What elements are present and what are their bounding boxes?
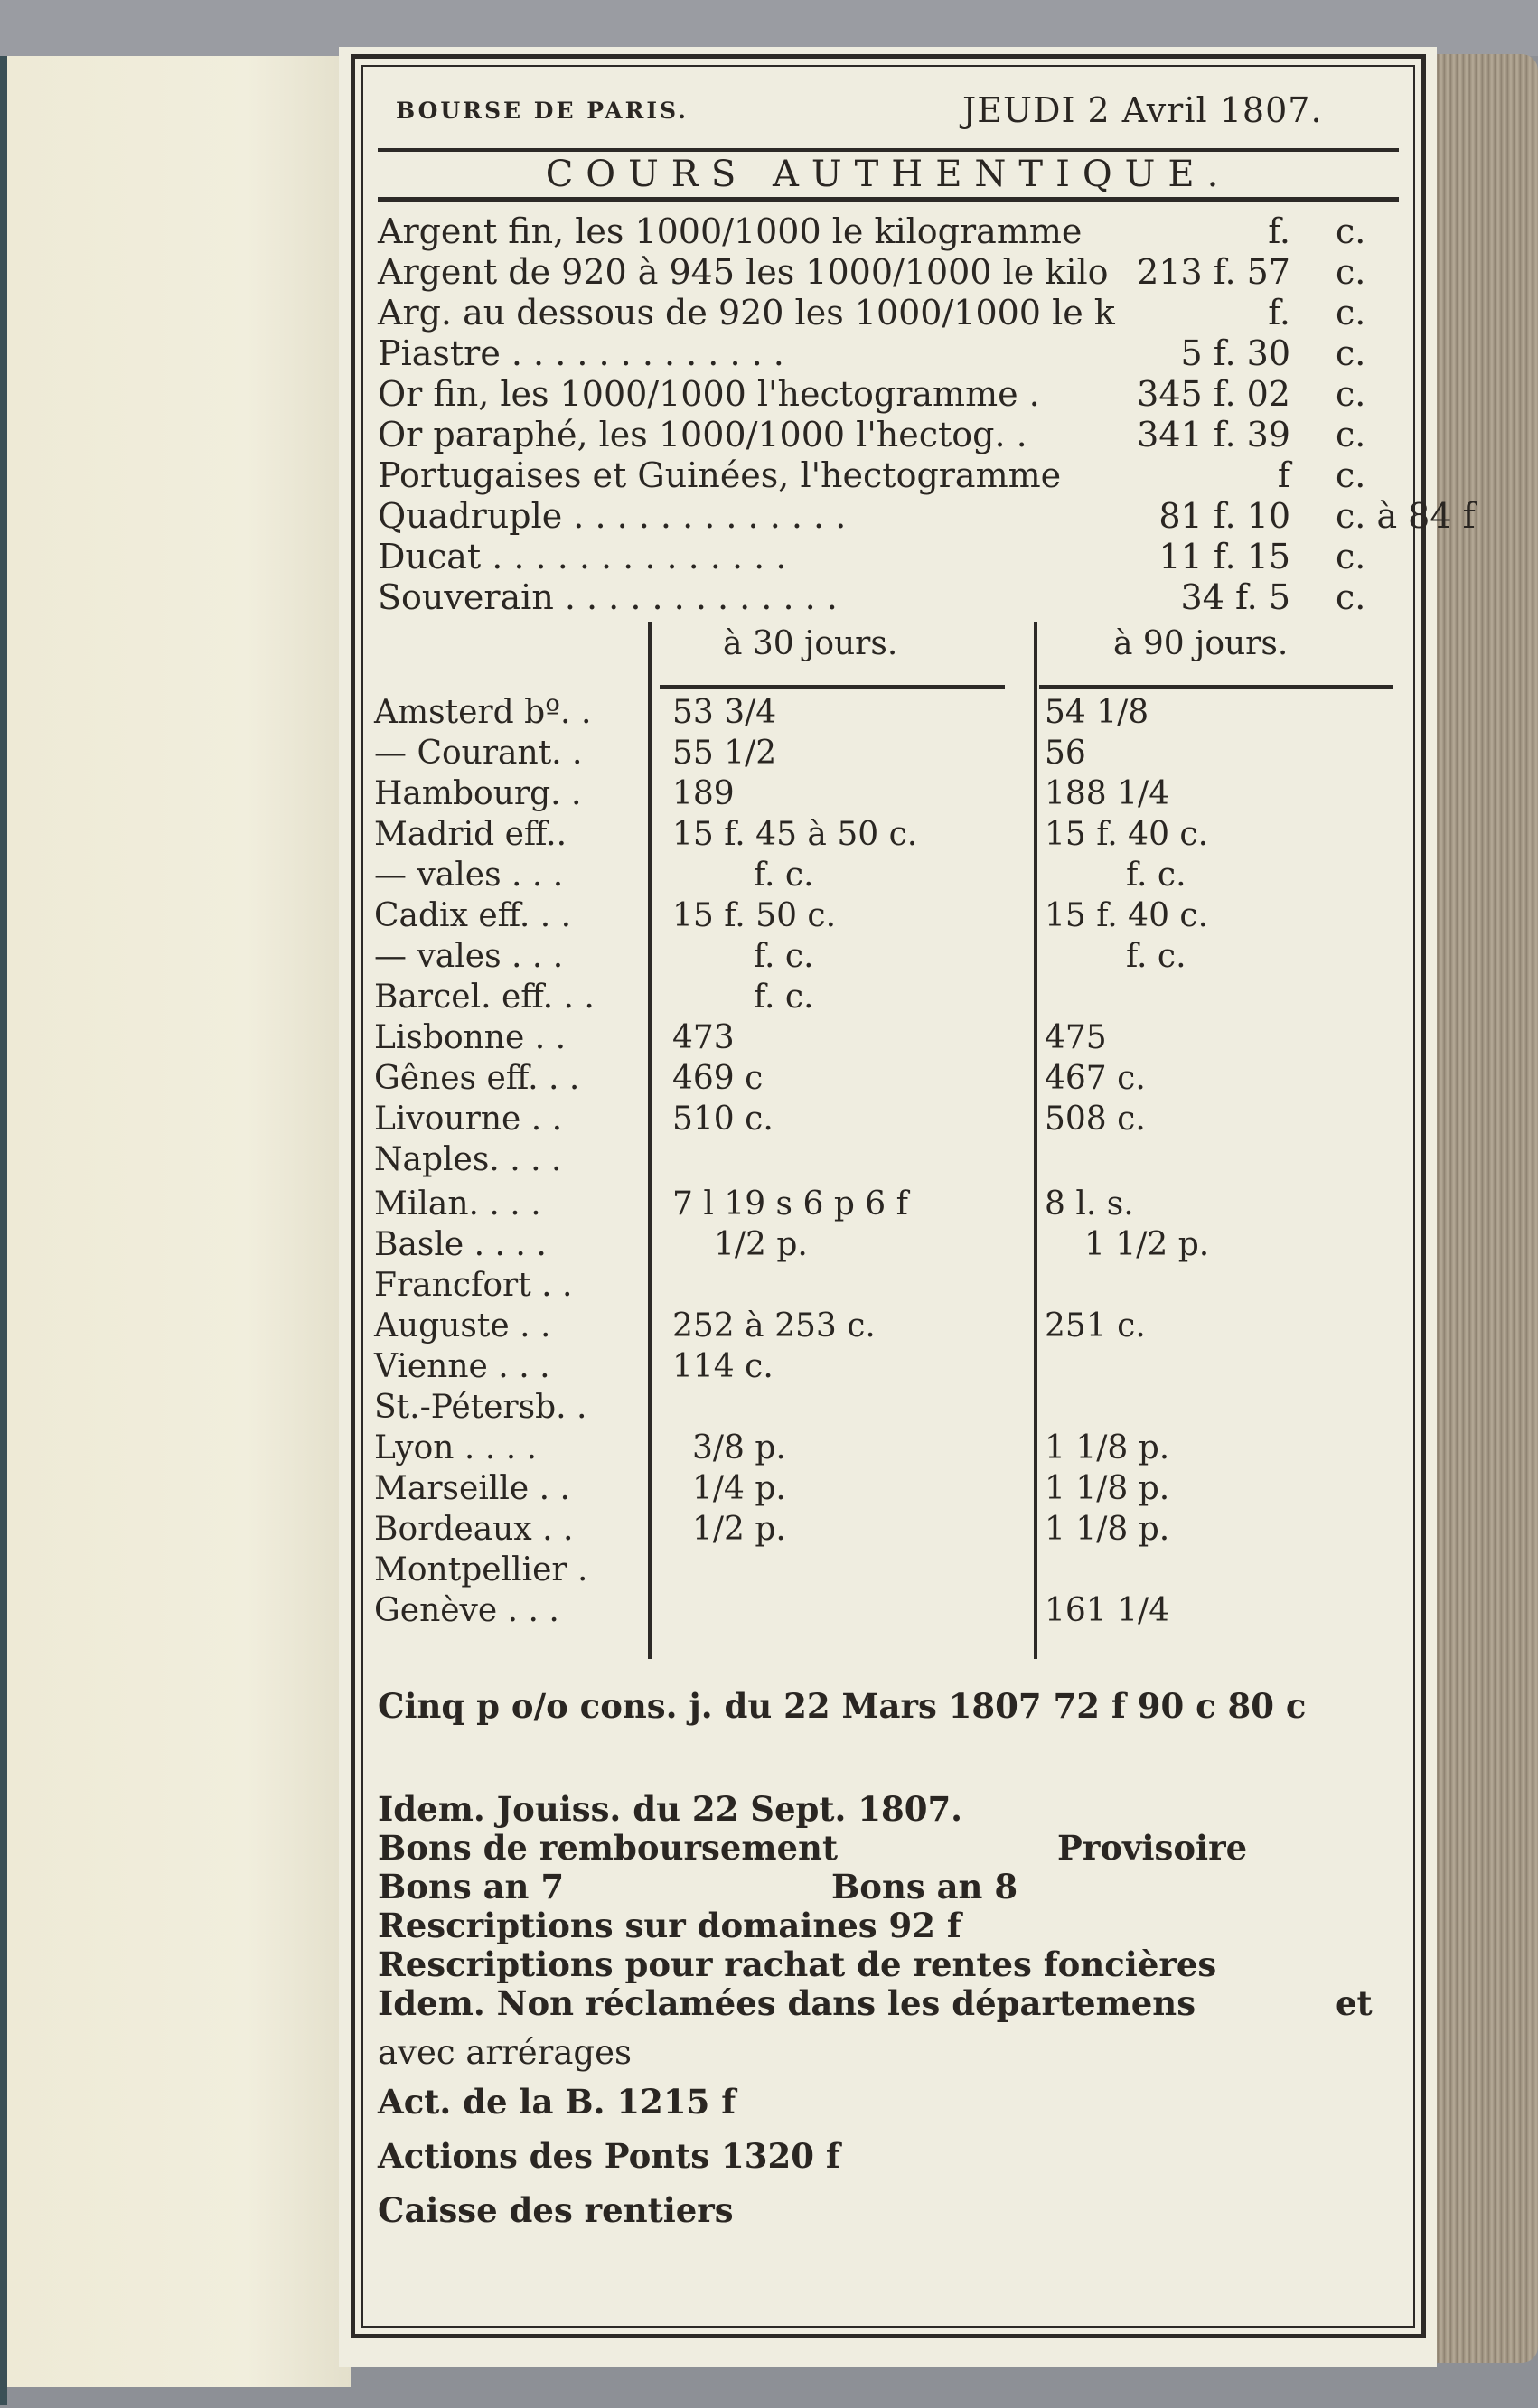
column-header-rule-30 [660,685,1005,689]
rate-30-days: 55 1/2 [672,735,777,772]
metal-row [378,577,1399,617]
header-left: BOURSE DE PARIS. [396,98,689,124]
subtitle-rule [378,197,1399,202]
metal-value: f. [1268,211,1290,251]
metal-value: 34 f. 5 [1180,577,1290,617]
exchange-row [374,979,1368,1019]
metal-cents: c. [1336,455,1366,495]
rate-30-days: 15 f. 50 c. [672,897,837,934]
rescriptions-rachat: Rescriptions pour rachat de rentes foncières [378,1944,1217,1984]
provisoire: Provisoire [1057,1828,1248,1868]
rate-90-days: 467 c. [1045,1060,1146,1097]
city-name: Barcel. eff. . . [374,979,595,1016]
exchange-row [374,775,1368,816]
rate-90-days: 1 1/2 p. [1084,1226,1210,1263]
metal-cents: c. [1336,577,1366,617]
bons-remboursement: Bons de remboursement [378,1828,839,1868]
rate-90-days: 161 1/4 [1045,1592,1170,1629]
rate-30-days: 114 c. [672,1348,774,1385]
rate-30-days: 1/2 p. [692,1511,786,1548]
exchange-row [374,1226,1368,1267]
city-name: Lisbonne . . [374,1019,567,1056]
metal-value: 5 f. 30 [1180,333,1290,373]
exchange-row [374,897,1368,938]
exchange-row [374,1551,1368,1592]
city-name: St.-Pétersb. . [374,1389,587,1426]
rate-30-days: 15 f. 45 à 50 c. [672,816,918,853]
metal-row [378,455,1399,495]
bons-an-8: Bons an 8 [831,1867,1018,1907]
exchange-row [374,735,1368,775]
exchange-row [374,694,1368,735]
metal-row [378,293,1399,333]
metal-label: Piastre . . . . . . . . . . . . . [378,333,784,373]
idem-jouissance: Idem. Jouiss. du 22 Sept. 1807. [378,1789,963,1829]
city-name: — Courant. . [374,735,583,772]
rate-30-days: 3/8 p. [692,1429,786,1466]
exchange-row [374,1060,1368,1101]
rate-90-days: 1 1/8 p. [1045,1511,1170,1548]
exchange-row [374,816,1368,857]
city-name: Bordeaux . . [374,1511,574,1548]
caisse-rentiers: Caisse des rentiers [378,2190,734,2230]
metal-label: Argent fin, les 1000/1000 le kilogramme [378,211,1083,251]
city-name: Lyon . . . . [374,1429,538,1466]
city-name: Marseille . . [374,1470,570,1507]
city-name: Livourne . . [374,1101,563,1138]
metal-value: f. [1268,293,1290,333]
five-percent-consolidated: Cinq p o/o cons. j. du 22 Mars 1807 72 f 90 c 80 c [378,1686,1307,1726]
exchange-row [374,1511,1368,1551]
metal-cents: c. [1336,252,1366,292]
metal-row [378,252,1399,292]
metal-label: Argent de 920 à 945 les 1000/1000 le kilo [378,252,1109,292]
rate-30-days: 510 c. [672,1101,774,1138]
exchange-row [374,1470,1368,1511]
column-header-rule-90 [1039,685,1393,689]
exchange-row [374,1389,1368,1429]
metal-value: 345 f. 02 [1137,374,1290,414]
metal-label: Or fin, les 1000/1000 l'hectogramme . [378,374,1040,414]
idem-non-reclamees: Idem. Non réclamées dans les départemens [378,1983,1196,2023]
column-header-90-days: à 90 jours. [1113,625,1289,662]
city-name: Gênes eff. . . [374,1060,580,1097]
metal-row [378,374,1399,414]
idem-et: et [1336,1983,1373,2023]
book-cover-edge [0,56,7,2405]
header-date: JEUDI 2 Avril 1807. [962,90,1323,130]
rate-90-days: f. c. [1126,857,1186,894]
city-name: Hambourg. . [374,775,582,812]
exchange-row [374,1592,1368,1633]
rate-30-days: 189 [672,775,735,812]
column-header-30-days: à 30 jours. [723,625,898,662]
page-edges [1426,54,1538,2363]
rate-30-days: 7 l 19 s 6 p 6 f [672,1185,908,1223]
city-name: Francfort . . [374,1267,573,1304]
header-rule [378,148,1399,152]
left-blank-page [7,56,351,2387]
rate-30-days: 1/2 p. [714,1226,808,1263]
rate-90-days: 56 [1045,735,1086,772]
rate-90-days: 188 1/4 [1045,775,1170,812]
city-name: Cadix eff. . . [374,897,572,934]
city-name: — vales . . . [374,938,564,975]
rate-90-days: 508 c. [1045,1101,1146,1138]
rate-30-days: f. c. [754,938,814,975]
metal-value: 213 f. 57 [1137,252,1290,292]
rate-30-days: 473 [672,1019,735,1056]
metal-cents: c. [1336,211,1366,251]
rate-90-days: 8 l. s. [1045,1185,1134,1223]
bons-an-7: Bons an 7 [378,1867,565,1907]
city-name: Amsterd bº. . [374,694,592,731]
rescriptions-domaines: Rescriptions sur domaines 92 f [378,1906,961,1945]
metal-row [378,211,1399,251]
rate-90-days: 1 1/8 p. [1045,1429,1170,1466]
metal-row [378,415,1399,454]
metal-value: 341 f. 39 [1137,415,1290,454]
rate-30-days: f. c. [754,857,814,894]
metal-value: 11 f. 15 [1158,537,1290,576]
city-name: Auguste . . [374,1307,551,1345]
metal-label: Arg. au dessous de 920 les 1000/1000 le k [378,293,1115,333]
metal-value: f [1277,455,1290,495]
exchange-row [374,1185,1368,1226]
rate-90-days: f. c. [1126,938,1186,975]
city-name: — vales . . . [374,857,564,894]
rate-30-days: 53 3/4 [672,694,777,731]
metal-row [378,537,1399,576]
rate-30-days: 252 à 253 c. [672,1307,876,1345]
rate-30-days: 1/4 p. [692,1470,786,1507]
exchange-row [374,1101,1368,1141]
metal-row [378,333,1399,373]
city-name: Vienne . . . [374,1348,550,1385]
rate-90-days: 251 c. [1045,1307,1146,1345]
metal-cents: c. à 84 f [1336,496,1476,536]
metal-cents: c. [1336,293,1366,333]
rate-90-days: 475 [1045,1019,1107,1056]
actions-banque: Act. de la B. 1215 f [378,2082,736,2122]
metal-cents: c. [1336,415,1366,454]
exchange-row [374,938,1368,979]
metal-label: Or paraphé, les 1000/1000 l'hectog. . [378,415,1027,454]
metal-label: Quadruple . . . . . . . . . . . . . [378,496,847,536]
rate-90-days: 15 f. 40 c. [1045,897,1209,934]
exchange-row [374,1019,1368,1060]
exchange-row [374,1267,1368,1307]
metal-cents: c. [1336,374,1366,414]
metal-label: Portugaises et Guinées, l'hectogramme [378,455,1062,495]
exchange-row [374,1307,1368,1348]
exchange-row [374,1348,1368,1389]
actions-ponts: Actions des Ponts 1320 f [378,2136,840,2176]
rate-30-days: 469 c [672,1060,764,1097]
exchange-row [374,1141,1368,1182]
metal-label: Souverain . . . . . . . . . . . . . [378,577,838,617]
metal-cents: c. [1336,333,1366,373]
city-name: Montpellier . [374,1551,588,1588]
city-name: Basle . . . . [374,1226,547,1263]
city-name: Naples. . . . [374,1141,562,1178]
metal-value: 81 f. 10 [1158,496,1290,536]
metal-row [378,496,1476,536]
exchange-row [374,857,1368,897]
rate-90-days: 1 1/8 p. [1045,1470,1170,1507]
rate-30-days: f. c. [754,979,814,1016]
city-name: Milan. . . . [374,1185,541,1223]
avec-arrerages: avec arrérages [378,2033,632,2072]
city-name: Genève . . . [374,1592,559,1629]
metal-label: Ducat . . . . . . . . . . . . . . [378,537,787,576]
subtitle: COURS AUTHENTIQUE. [545,154,1232,195]
city-name: Madrid eff.. [374,816,567,853]
exchange-row [374,1429,1368,1470]
rate-90-days: 54 1/8 [1045,694,1149,731]
metal-cents: c. [1336,537,1366,576]
rate-90-days: 15 f. 40 c. [1045,816,1209,853]
